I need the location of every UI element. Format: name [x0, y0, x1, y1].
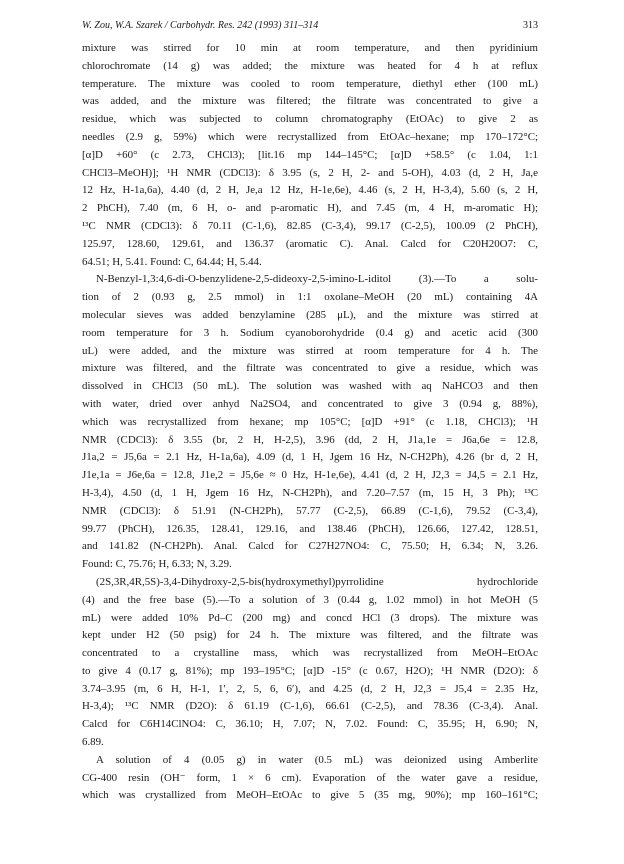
text-line: dissolved in CHCl3 (50 mL). The solution was washed with aq NaHCO3 and then: [82, 380, 538, 393]
page-header: [82, 20, 538, 36]
text-line: uL) were added, and the mixture was stirred at room temperature for 4 h. The: [82, 344, 538, 357]
page-number: 313: [523, 20, 538, 31]
text-line: with water, dried over anhyd Na2SO4, and concentrated to give 3 (0.94 g, 88%),: [82, 397, 538, 410]
text-line: mL) were added 10% Pd–C (200 mg) and concd HCl (3 drops). The mixture was: [82, 611, 538, 624]
text-line: 125.97, 128.60, 129.61, and 136.37 (aromatic C). Anal. Calcd for C20H20O7: C,: [82, 237, 538, 250]
text-line: 12 Hz, H-1a,6a), 4.40 (d, 2 H, Je,a 12 Hz, H-1e,6e), 4.46 (s, 2 H, H-3,4), 5.60 (s, 2 H,: [82, 184, 538, 197]
text-line: kept under H2 (50 psig) for 24 h. The mixture was filtered, and the filtrate was: [82, 629, 538, 642]
text-line: CG-400 resin (OH⁻ form, 1 × 6 cm). Evaporation of the water gave a residue,: [82, 771, 538, 784]
text-line: molecular sieves was added benzylamine (285 μL), and the mixture was stirred at: [82, 308, 538, 321]
text-line: [α]D +60° (c 2.73, CHCl3); [lit.16 mp 144–145°C; [α]D +58.5° (c 1.04, 1:1: [82, 148, 538, 161]
text-line: temperature. The mixture was cooled to room temperature, diethyl ether (100 mL): [82, 77, 538, 90]
text-line: to give 4 (0.17 g, 81%); mp 193–195°C; [α]D -15° (c 0.67, H2O); ¹H NMR (D2O): δ: [82, 664, 538, 677]
text-line: 64.51; H, 5.41. Found: C, 64.44; H, 5.44.: [82, 255, 262, 268]
text-line: mixture was filtered, and the filtrate was concentrated to give a residue, which was: [82, 362, 538, 375]
compound-heading-4: (2S,3R,4R,5S)-3,4-Dihydroxy-2,5-bis(hydroxymethyl)pyrrolidine hydrochloride: [96, 575, 538, 588]
text-line: 2 PhCH), 7.40 (m, 6 H, o- and p-aromatic H), and 7.45 (m, 4 H, m-aromatic H);: [82, 202, 538, 215]
compound-heading-3: N-Benzyl-1,3:4,6-di-O-benzylidene-2,5-dideoxy-2,5-imino-L-iditol (3).—To a solu-: [96, 273, 538, 286]
text-line: and 141.82 (N-CH2Ph). Anal. Calcd for C27H27NO4: C, 75.50; H, 6.34; N, 3.26.: [82, 540, 538, 553]
text-line: 99.77 (PhCH), 126.35, 128.41, 129.16, and 138.46 (PhCH), 126.66, 127.42, 128.51,: [82, 522, 538, 535]
text-line: which was crystallized from MeOH–EtOAc to give 5 (35 mg, 90%); mp 160–161°C;: [82, 789, 538, 802]
text-line: J1e,1a = J6e,6a = 12.8, J1e,2 = J5,6e ≈ 0 Hz, H-1e,6e), 4.41 (d, 2 H, J2,3 = J4,5 = 2.1 Hz,: [82, 469, 538, 482]
text-line: H-3,4); ¹³C NMR (D2O): δ 61.19 (C-1,6), 66.61 (C-2,5), and 78.36 (C-3,4). Anal.: [82, 700, 538, 713]
text-line: 3.74–3.95 (m, 6 H, H-1, 1′, 2, 5, 6, 6′), and 4.25 (d, 2 H, J2,3 = J5,4 = 2.35 Hz,: [82, 682, 538, 695]
text-line: chlorochromate (14 g) was added; the mixture was heated for 4 h at reflux: [82, 59, 538, 72]
text-line: H-3,4), 4.50 (d, 1 H, Jgem 16 Hz, N-CH2Ph), and 7.20–7.57 (m, 15 H, 3 Ph); ¹³C: [82, 486, 538, 499]
text-line: NMR (CDCl3): δ 51.91 (N-CH2Ph), 57.77 (C-2,5), 66.89 (C-1,6), 79.52 (C-3,4),: [82, 504, 538, 517]
text-line: (4) and the free base (5).—To a solution of 3 (0.44 g, 1.02 mmol) in hot MeOH (5: [82, 593, 538, 606]
text-line: J1a,2 = J5,6a = 2.1 Hz, H-1a,6a), 4.09 (d, 1 H, Jgem 16 Hz, N-CH2Ph), 4.26 (br d, 2 H,: [82, 451, 538, 464]
running-head: W. Zou, W.A. Szarek / Carbohydr. Res. 242 (1993) 311–314: [82, 20, 319, 31]
text-line: CHCl3–MeOH)]; ¹H NMR (CDCl3): δ 3.95 (s, 2 H, 2- and 5-OH), 4.03 (d, 2 H, Ja,e: [82, 166, 538, 179]
text-line: NMR (CDCl3): δ 3.55 (br, 2 H, H-2,5), 3.96 (dd, 2 H, J1a,1e = J6a,6e = 12.8,: [82, 433, 538, 446]
text-line: tion of 2 (0.93 g, 2.5 mmol) in 1:1 oxolane–MeOH (20 mL) containing 4A: [82, 291, 538, 304]
text-line: Found: C, 75.76; H, 6.33; N, 3.29.: [82, 558, 232, 571]
text-line: 6.89.: [82, 736, 104, 749]
text-line: residue, which was subjected to column chromatography (EtOAc) to give 2 as: [82, 113, 538, 126]
text-line: room temperature for 3 h. Sodium cyanoborohydride (0.4 g) and acetic acid (300: [82, 326, 538, 339]
text-line: was added, and the mixture was filtered; the filtrate was concentrated to give a: [82, 95, 538, 108]
text-line: ¹³C NMR (CDCl3): δ 70.11 (C-1,6), 82.85 (C-3,4), 99.17 (C-2,5), 100.09 (2 PhCH),: [82, 219, 538, 232]
text-line: A solution of 4 (0.05 g) in water (0.5 mL) was deionized using Amberlite: [96, 753, 538, 766]
text-line: concentrated to a crystalline mass, which was recrystallized from MeOH–EtOAc: [82, 647, 538, 660]
text-line: Calcd for C6H14ClNO4: C, 36.10; H, 7.07; N, 7.02. Found: C, 35.95; H, 6.90; N,: [82, 718, 538, 731]
text-line: needles (2.9 g, 59%) which were recrystallized from EtOAc–hexane; mp 170–172°C;: [82, 130, 538, 143]
text-line: which was recrystallized from hexane; mp 105°C; [α]D +91° (c 1.18, CHCl3); ¹H: [82, 415, 538, 428]
text-line: mixture was stirred for 10 min at room temperature, and then pyridinium: [82, 42, 538, 54]
body-text: [82, 40, 538, 805]
